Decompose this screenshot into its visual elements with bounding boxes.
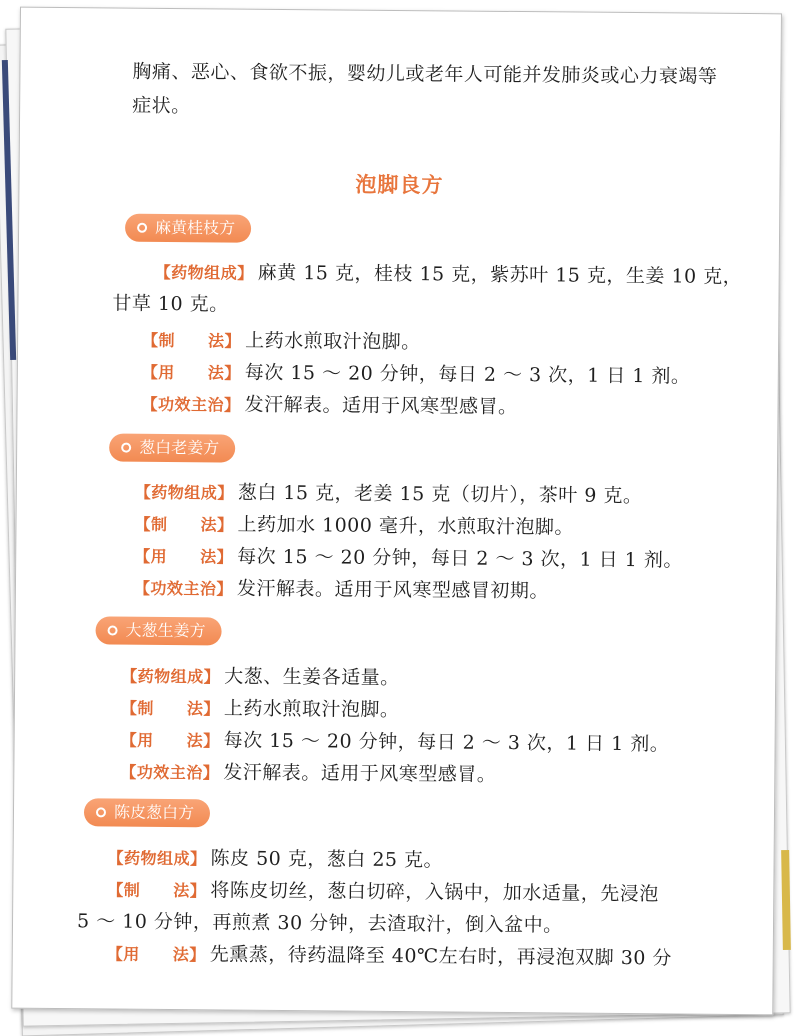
composition-text: 葱白 15 克，老姜 15 克（切片），茶叶 9 克。 (237, 481, 643, 508)
composition-text: 麻黄 15 克，桂枝 15 克，紫苏叶 15 克，生姜 10 克， (257, 261, 743, 288)
method-row (107, 874, 659, 906)
recipe-badge-3 (95, 616, 221, 645)
method-row (121, 693, 400, 722)
circle-icon (108, 625, 118, 635)
usage-row (121, 725, 670, 757)
usage-row (107, 938, 672, 970)
intro-line-1: 胸痛、恶心、食欲不振，婴幼儿或老年人可能并发肺炎或心力衰竭等 (132, 60, 718, 88)
method-row (142, 325, 421, 354)
composition-row (155, 257, 743, 289)
usage-text: 每次 15 ～ 20 分钟，每日 2 ～ 3 次，1 日 1 剂。 (237, 545, 683, 572)
effect-label: 【功效主治】 (133, 578, 234, 599)
page-content (12, 8, 781, 1015)
circle-icon (121, 443, 131, 453)
usage-row (142, 357, 691, 389)
effect-label: 【功效主治】 (120, 762, 220, 783)
usage-label: 【用 法】 (120, 730, 220, 751)
composition-label: 【药物组成】 (107, 848, 207, 869)
circle-icon (96, 807, 106, 817)
recipe-name: 葱白老姜方 (139, 437, 220, 458)
section-title: 泡脚良方 (355, 172, 444, 198)
effect-text: 发汗解表。适用于风寒型感冒初期。 (236, 577, 550, 603)
usage-label: 【用 法】 (141, 362, 241, 383)
recipe-name: 麻黄桂枝方 (155, 217, 236, 238)
yellow-cover-edge (781, 850, 791, 950)
effect-text: 发汗解表。适用于风寒型感冒。 (223, 761, 497, 786)
composition-row (135, 477, 643, 508)
method-text: 上药水煎取汁泡脚。 (245, 329, 421, 354)
method-continuation: 5 ～ 10 分钟，再煎煮 30 分钟，去渣取汁，倒入盆中。 (76, 910, 563, 937)
composition-label: 【药物组成】 (134, 482, 234, 503)
method-text: 将陈皮切丝，葱白切碎，入锅中，加水适量，先浸泡 (210, 879, 659, 906)
recipe-name: 陈皮葱白方 (113, 802, 195, 823)
recipe-badge-4 (84, 798, 210, 827)
effect-row (141, 389, 517, 419)
effect-row (120, 757, 496, 787)
composition-text: 陈皮 50 克，葱白 25 克。 (210, 847, 444, 872)
usage-label: 【用 法】 (106, 944, 206, 965)
composition-row (107, 842, 443, 872)
composition-label: 【药物组成】 (121, 666, 221, 687)
usage-text: 每次 15 ～ 20 分钟，每日 2 ～ 3 次，1 日 1 剂。 (223, 729, 670, 756)
method-label: 【制 法】 (120, 698, 220, 719)
method-label: 【制 法】 (134, 514, 234, 535)
method-label: 【制 法】 (107, 880, 207, 901)
effect-text: 发汗解表。适用于风寒型感冒。 (244, 393, 518, 419)
composition-label: 【药物组成】 (154, 262, 254, 283)
composition-row (121, 661, 400, 690)
composition-text: 大葱、生姜各适量。 (224, 665, 400, 690)
method-label: 【制 法】 (142, 330, 242, 351)
effect-row (134, 573, 549, 604)
method-text: 上药加水 1000 毫升，水煎取汁泡脚。 (237, 513, 575, 539)
intro-line-2: 症状。 (132, 94, 191, 118)
method-text: 上药水煎取汁泡脚。 (223, 697, 400, 722)
usage-row (134, 541, 683, 573)
recipe-name: 大葱生姜方 (125, 620, 206, 641)
recipe-badge-1 (125, 214, 251, 243)
book-page (11, 7, 782, 1016)
recipe-badge-2 (109, 433, 235, 462)
circle-icon (137, 223, 147, 233)
usage-text: 每次 15 ～ 20 分钟，每日 2 ～ 3 次，1 日 1 剂。 (244, 361, 691, 388)
usage-label: 【用 法】 (134, 546, 234, 567)
composition-continuation: 甘草 10 克。 (112, 292, 229, 316)
method-row (134, 509, 574, 540)
usage-text: 先熏蒸，待药温降至 40℃左右时，再浸泡双脚 30 分 (209, 943, 673, 970)
effect-label: 【功效主治】 (141, 394, 241, 415)
